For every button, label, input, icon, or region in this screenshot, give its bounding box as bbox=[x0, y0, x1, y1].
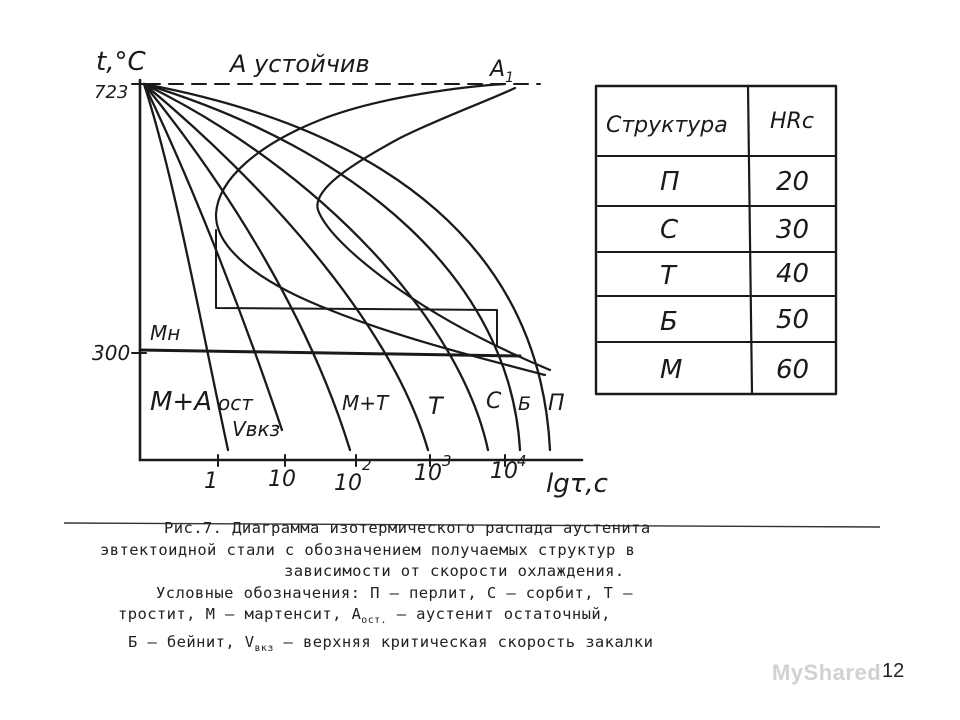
region-m-t-label: М+Т bbox=[342, 391, 389, 415]
y-tick-300-label: 300 bbox=[92, 341, 131, 365]
table-header-hrc: HRc bbox=[770, 109, 814, 134]
x-tick-exp-3: 3 bbox=[442, 452, 452, 470]
region-t-label: Т bbox=[428, 392, 443, 420]
caption-line: Рис.7. Диаграмма изотермического распада аустенита bbox=[164, 519, 651, 537]
x-tick-label-10: 10 bbox=[268, 467, 296, 492]
page-number: 12 bbox=[882, 660, 905, 682]
table-cell-structure: М bbox=[660, 355, 683, 385]
start-c-curve bbox=[216, 84, 545, 375]
region-b-label: Б bbox=[518, 393, 532, 415]
y-axis-label: t,°C bbox=[96, 47, 146, 77]
table-cell-hrc: 40 bbox=[776, 259, 810, 289]
caption-line: эвтектоидной стали с обозначением получаемых структур в bbox=[100, 540, 636, 559]
table-cell-structure: С bbox=[660, 215, 679, 245]
x-tick-exp-4: 4 bbox=[517, 452, 527, 470]
caption-line: Б – бейнит, $V_{вкз}$ – верхняя критическая скорость закалки bbox=[128, 633, 654, 655]
hardness-table bbox=[596, 86, 836, 394]
vkz-label: Vвкз bbox=[232, 417, 281, 441]
table-cell-structure: Б bbox=[660, 307, 678, 337]
region-ost-label: ост bbox=[218, 391, 253, 415]
x-tick-exp-2: 2 bbox=[362, 456, 372, 474]
table-cell-hrc: 50 bbox=[776, 305, 810, 335]
top-label: A устойчив bbox=[230, 50, 370, 78]
watermark: MyShared bbox=[772, 660, 882, 685]
figure-caption bbox=[100, 518, 880, 660]
caption-line: зависимости от скорости охлаждения. bbox=[284, 562, 625, 581]
x-tick-label-100: 10 bbox=[334, 471, 362, 496]
x-tick-label-10000: 10 bbox=[490, 459, 518, 484]
y-tick-723-label: 723 bbox=[94, 82, 129, 103]
table-cell-structure: Т bbox=[660, 261, 676, 291]
a1-label: $A_1$ bbox=[490, 57, 514, 86]
table-cell-hrc: 20 bbox=[776, 167, 810, 197]
mn-label: Мн bbox=[150, 321, 181, 345]
region-c-label: С bbox=[486, 389, 502, 414]
region-m-a-label: М+А bbox=[150, 387, 213, 417]
region-p-label: П bbox=[548, 391, 565, 416]
x-tick-label-1000: 10 bbox=[414, 461, 442, 486]
caption-line: тростит, М – мартенсит, $А_{ост.}$ – аустенит остаточный, bbox=[118, 605, 611, 627]
x-axis-label: lgτ,c bbox=[546, 469, 608, 499]
table-cell-structure: П bbox=[660, 167, 680, 197]
x-tick-label-1: 1 bbox=[204, 469, 218, 494]
caption-line: Условные обозначения: П – перлит, С – сорбит, Т – bbox=[156, 583, 633, 602]
table-cell-hrc: 60 bbox=[776, 355, 810, 385]
table-cell-hrc: 30 bbox=[776, 215, 810, 245]
table-header-structure: Структура bbox=[606, 113, 728, 138]
